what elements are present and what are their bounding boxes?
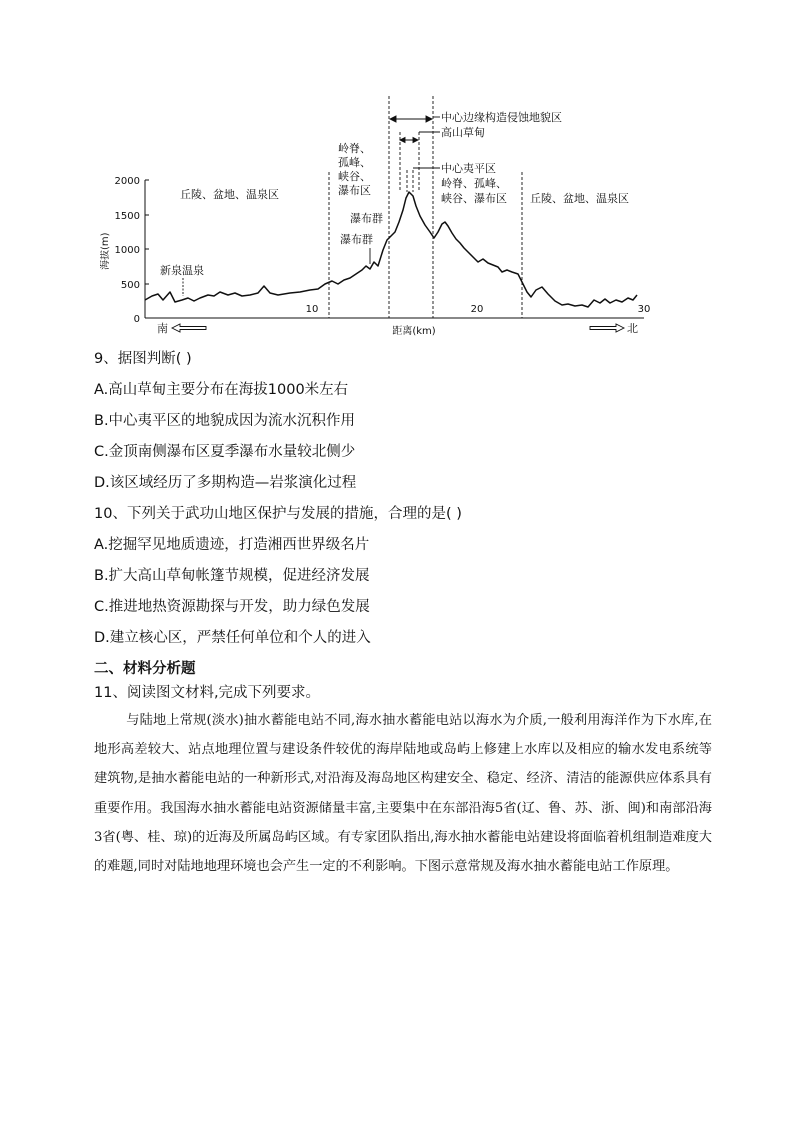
ridge-right-2: 峡谷、瀑布区 bbox=[441, 192, 507, 205]
q9-option-a: A.高山草甸主要分布在海拔1000米左右 bbox=[94, 382, 349, 398]
ridge-left-3: 峡谷、 bbox=[338, 170, 371, 183]
waterfall-group-2: 瀑布群 bbox=[340, 233, 373, 246]
q11-stem: 11、阅读图文材料,完成下列要求。 bbox=[94, 685, 321, 701]
q10-stem: 10、下列关于武功山地区保护与发展的措施，合理的是( ) bbox=[94, 506, 462, 522]
q10-option-a: A.挖掘罕见地质遗迹，打造湘西世界级名片 bbox=[94, 537, 370, 553]
x-tick-10: 10 bbox=[305, 304, 319, 315]
right-zone-label: 丘陵、盆地、温泉区 bbox=[530, 192, 629, 205]
ridge-right-1: 岭脊、孤峰、 bbox=[441, 177, 507, 190]
waterfall-group-1: 瀑布群 bbox=[350, 212, 383, 225]
south-label: 南 bbox=[157, 322, 168, 335]
meadow-bracket bbox=[400, 132, 440, 143]
q9-option-d: D.该区域经历了多期构造—岩浆演化过程 bbox=[94, 475, 357, 491]
q9-option-c: C.金顶南侧瀑布区夏季瀑布水量较北侧少 bbox=[94, 444, 356, 460]
x-axis-label: 距离(km) bbox=[392, 326, 436, 337]
left-zone-label: 丘陵、盆地、温泉区 bbox=[180, 188, 279, 201]
x-tick-30: 30 bbox=[637, 304, 651, 315]
q10-option-d: D.建立核心区，严禁任何单位和个人的进入 bbox=[94, 630, 371, 646]
ridge-left-2: 孤峰、 bbox=[338, 156, 371, 169]
y-tick-2000: 2000 bbox=[114, 176, 140, 187]
center-edge-bracket bbox=[390, 116, 440, 122]
q11-paragraph-text: 与陆地上常规(淡水)抽水蓄能电站不同,海水抽水蓄能电站以海水为介质,一般利用海洋作为下水库,在地形高差较大、站点地理位置与建设条件较优的海岸陆地或岛屿上修建上水库以及相应的输水发电系统等建筑物,是抽水蓄能电站的一种新形式,对沿海及海岛地区构建安全、稳定、经济、清洁的能源供应体系具有重要作用。我国海水抽水蓄能电站资源储量丰富,主要集中在东部沿海5省(辽、鲁、苏、浙、闽)和南部沿海3省(粤、桂、琼)的近海及所属岛屿区域。有专家团队指出,海水抽水蓄能电站建设将面临着机组制造难度大的难题,同时对陆地地理环境也会产生一定的不利影响。下图示意常规及海水抽水蓄能电站工作原理。 bbox=[94, 713, 712, 875]
y-axis-label: 海拔(m) bbox=[100, 232, 111, 270]
q10-option-c: C.推进地热资源勘探与开发，助力绿色发展 bbox=[94, 599, 370, 615]
x-tick-20: 20 bbox=[470, 304, 484, 315]
center-edge-label: 中心边缘构造侵蚀地貌区 bbox=[441, 111, 562, 124]
xinquan-label: 新泉温泉 bbox=[160, 264, 204, 277]
section-heading: 二、材料分析题 bbox=[94, 661, 196, 677]
q9-stem: 9、据图判断( ) bbox=[94, 351, 192, 367]
elevation-profile-line bbox=[145, 192, 637, 307]
north-label: 北 bbox=[627, 322, 638, 335]
y-ticks bbox=[145, 180, 149, 284]
y-tick-1500: 1500 bbox=[114, 211, 140, 222]
meadow-label: 高山草甸 bbox=[441, 126, 485, 139]
q11-material-paragraph bbox=[94, 706, 712, 881]
ridge-left-1: 岭脊、 bbox=[338, 142, 371, 155]
elevation-profile-figure bbox=[100, 92, 660, 344]
y-tick-1000: 1000 bbox=[114, 245, 140, 256]
q9-option-b: B.中心夷平区的地貌成因为流水沉积作用 bbox=[94, 413, 356, 429]
q10-option-b: B.扩大高山草甸帐篷节规模，促进经济发展 bbox=[94, 568, 370, 584]
ridge-left-4: 瀑布区 bbox=[338, 184, 371, 197]
y-tick-500: 500 bbox=[120, 280, 140, 291]
center-plain-label: 中心夷平区 bbox=[441, 162, 496, 175]
north-arrow-icon bbox=[590, 324, 624, 332]
south-arrow-icon bbox=[172, 324, 206, 332]
zone-boundaries bbox=[329, 96, 522, 318]
y-tick-0: 0 bbox=[133, 314, 140, 325]
